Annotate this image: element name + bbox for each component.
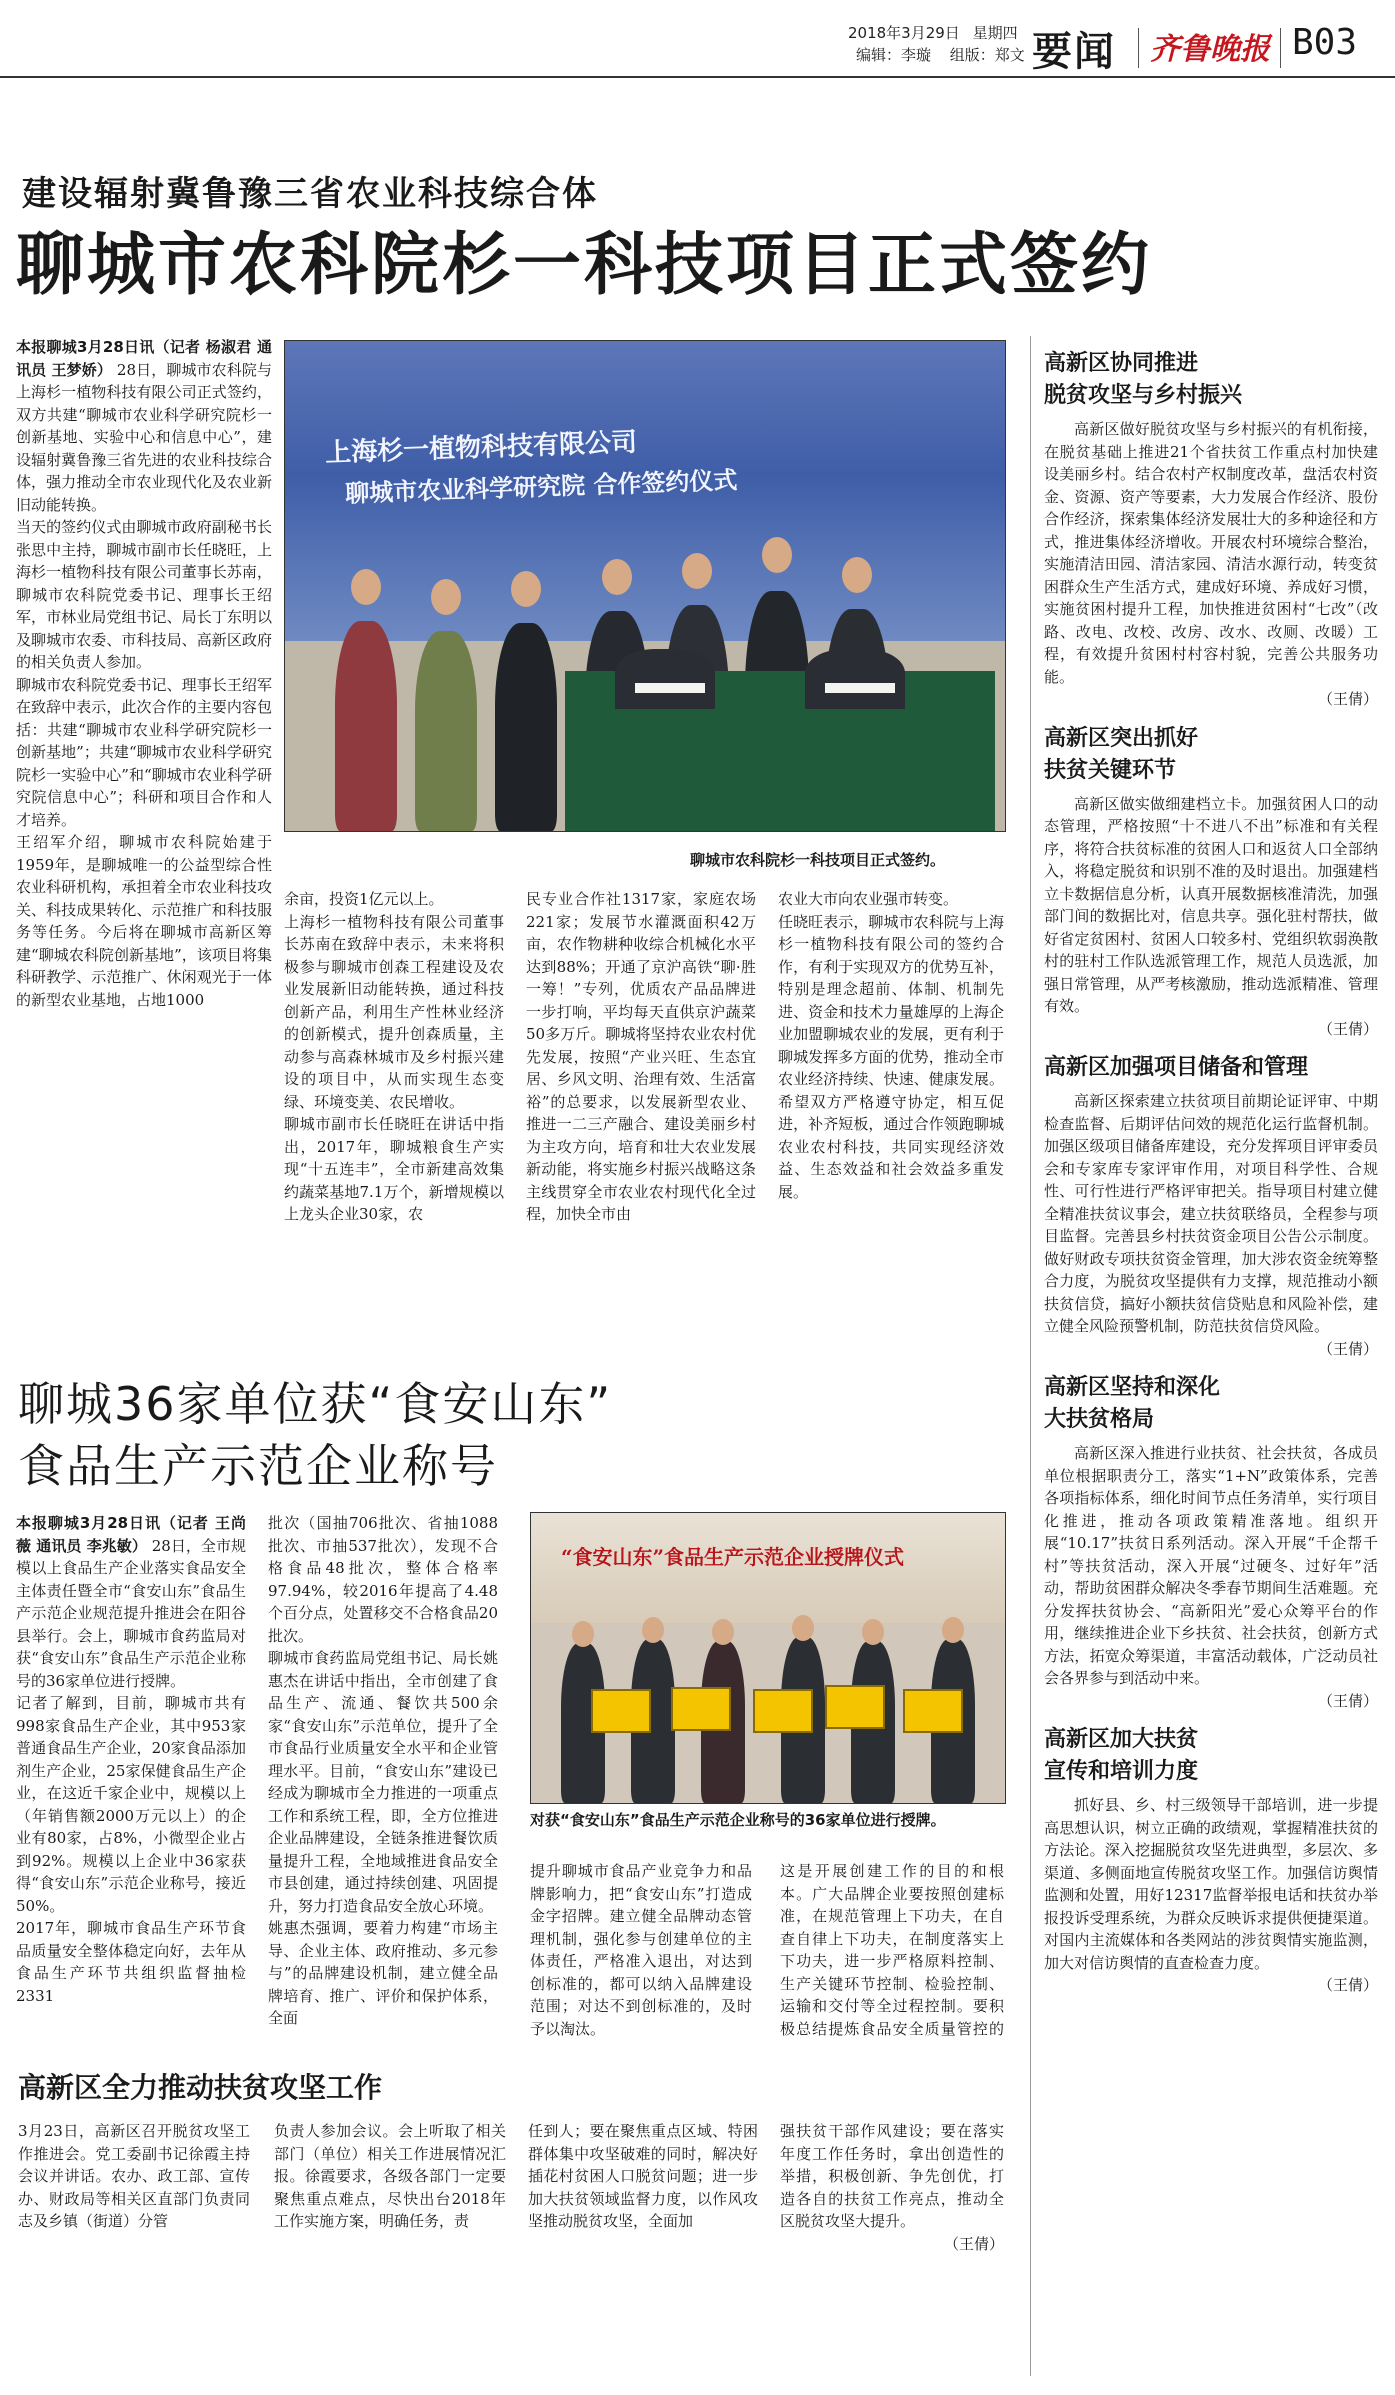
header-rule [0,76,1395,78]
sidebar-item-3-credit: （王倩） [1317,1339,1378,1358]
sidebar-item-1 [1044,348,1378,711]
paper-logo: 齐鲁晚报 [1150,32,1270,67]
sidebar-item-2-title-line1: 高新区突出抓好 [1044,725,1199,751]
article2-col3-text: 提升聊城市食品产业竞争力和品牌影响力，把“食安山东”打造成金字招牌。建立健全品牌动态管理机制，强化参与创建单位的主体责任，严格准入退出，对达到创标准的，都可以纳入品牌建设范围；对达不到创标准的，及时予以淘汰。 [530,1862,752,2038]
article3-col4-text: 强扶贫干部作风建设；要在落实年度工作任务时，拿出创造性的举措，积极创新、争先创优，打造各自的扶贫工作亮点，推动全区脱贫攻坚大提升。 [780,2122,1004,2230]
issue-date-line [848,22,1018,44]
article2-caption: 对获“食安山东”食品生产示范企业称号的36家单位进行授牌。 [530,1811,946,1829]
person-head [762,537,792,573]
article1-column-1 [16,336,272,1348]
article3-column-4 [780,2120,1004,2370]
photo-banner-line1: 上海杉一植物科技有限公司 [324,427,638,469]
sidebar-item-5-credit: （王倩） [1317,1976,1378,1994]
sidebar-item-3 [1044,1052,1378,1360]
person-figure [495,623,557,831]
sidebar-item-4-title-line2: 大扶贫格局 [1044,1407,1155,1432]
award-plaque [671,1687,731,1731]
sidebar-item-5-title-line2: 宣传和培训力度 [1044,1759,1199,1784]
sidebar-item-4 [1044,1372,1378,1712]
person-head [642,1617,664,1643]
sidebar-item-3-title-line1: 高新区加强项目储备和管理 [1044,1055,1309,1080]
person-head [842,557,872,593]
article2-column-1 [16,1512,246,2042]
article1-col3-text: 民专业合作社1317家，家庭农场221家；发展节水灌溉面积42万亩，农作物耕种收综合机械化水平达到88%；开通了京沪高铁“聊·胜一筹！”专列，优质农产品品牌进一步打响，平均每天直供京沪蔬菜50多万斤。聊城将坚持农业农村优先发展，按照“产业兴旺、生态宜居、乡风文明、治理有效、生活富裕”的总要求，以发展新型农业、推进一二三产融合、建设美丽乡村为主攻方向，培育和壮大农业发展新动能，将实施乡村振兴战略这条主线贯穿全市农业农村现代化全过程，加快全市由 [526,890,756,1223]
article1-column-2 [284,888,504,1348]
sidebar-item-1-title-line2: 脱贫攻坚与乡村振兴 [1044,383,1243,408]
article2-column-2 [268,1512,498,2042]
photo-banner-line2: 聊城市农业科学研究院 合作签约仪式 [344,465,738,508]
header-divider-2 [1280,28,1281,68]
award-plaque [591,1689,651,1733]
document [825,683,895,693]
award-plaque [825,1685,885,1729]
person-head [431,579,461,615]
article3-credit: （王倩） [943,2234,1004,2253]
person-head [942,1617,964,1643]
article1-column-3 [526,888,756,1348]
sidebar-item-1-credit: （王倩） [1317,690,1378,708]
issue-weekday: 星期四 [972,24,1018,42]
sidebar-item-5-body: 抓好县、乡、村三级领导干部培训，进一步提高思想认识，树立正确的政绩观，掌握精准扶贫的方法论。深入挖掘脱贫攻坚先进典型，多层次、多渠道、多侧面地宣传脱贫攻坚工作。加强信访舆情监测和处置，用好12317监督举报电话和扶贫办举报投诉受理系统，为群众反映诉求提供便捷渠道。对国内主流媒体和各类网站的涉贫舆情实施监测，加大对信访舆情的直查检查力度。 [1044,1796,1378,1972]
signer-right [805,649,905,709]
award-plaque [903,1689,963,1733]
person-head [862,1619,884,1645]
person-figure [335,621,397,831]
article3-column-2 [274,2120,506,2370]
section-name: 要闻 [1032,29,1116,75]
article2-dateline: 本报聊城3月28日讯（记者 王尚薇 通讯员 李兆敏） [16,1514,246,1555]
article3-column-1 [18,2120,250,2370]
article3-col1-text: 3月23日，高新区召开脱贫攻坚工作推进会。党工委副书记徐霞主持会议并讲话。农办、政工部、宣传办、财政局等相关区直部门负责同志及乡镇（街道）分管 [18,2122,250,2230]
article3-column-3 [528,2120,758,2370]
article3-col2-text: 负责人参加会议。会上听取了相关部门（单位）相关工作进展情况汇报。徐霞要求，各级各部门一定要聚焦重点难点，尽快出台2018年工作实施方案，明确任务，责 [274,2122,506,2230]
sidebar-item-5-title-line1: 高新区加大扶贫 [1044,1727,1199,1752]
article1-dateline: 本报聊城3月28日讯（记者 杨淑君 通讯员 王梦娇） [16,338,272,379]
sidebar-item-2-body: 高新区做实做细建档立卡。加强贫困人口的动态管理，严格按照“十不进八不出”标准和有关程序，将符合扶贫标准的贫困人口和返贫人口全部纳入，将稳定脱贫和识别不准的及时退出。加强建档立卡数据信息分析，认真开展数据核准清洗，加强部门间的数据比对，信息共享。强化驻村帮扶，做好省定贫困村、贫困人口较多村、党组织软弱涣散村的驻村工作队选派管理工作，规范人员选派，加强日常管理，从严考核激励，推动选派精准、管理有效。 [1044,794,1378,1015]
person-head [682,553,712,589]
article1-photo [284,340,1006,832]
article1-col1-text: 28日，聊城市农科院与上海杉一植物科技有限公司正式签约，双方共建“聊城市农业科学研究院杉一创新基地、实验中心和信息中心”，建设辐射冀鲁豫三省先进的农业科技综合体，强力推动全市农业现代化及农业新旧动能转换。 当天的签约仪式由聊城市政府副秘书长张思中主持，聊城市副市长任晓旺，上海杉一植物科技有限公司董事长苏南，聊城市农科院党委书记、理事长王绍军，市林业局党组书记、局长丁东明以及聊城市农委、市科技局、高新区政府的相关负责人参加。 聊城市农科院党委书记、理事长王绍军在致辞中表示，此次合作的主要内容包括：共建“聊城市农业科学研究院杉一创新基地”；共建“聊城市农业科学研究院杉一实验中心”和“聊城市农业科学研究院信息中心”；科研和项目合作和人才培养。 王绍军介绍，聊城市农科院始建于1959年，是聊城唯一的公益型综合性农业科研机构，承担着全市农业科技攻关、科技成果转化、示范推广和科技服务等任务。今后将在聊城市高新区筹建“聊城农科院创新基地”，该项目将集科研教学、示范推广、休闲观光于一体的新型农业基地，占地1000 [16,360,272,1009]
sidebar-item-2-title-line2: 扶贫关键环节 [1044,757,1177,783]
article1-column-4 [778,888,1004,1348]
sidebar-item-5 [1044,1724,1378,1997]
article2-headline-line2: 食品生产示范企业称号 [18,1439,498,1493]
sidebar-item-3-body: 高新区探索建立扶贫项目前期论证评审、中期检查监督、后期评估问效的规范化运行监督机制。加强区级项目储备库建设，充分发挥项目评审委员会和专家库专家评审作用，对项目科学性、合规性、可行性进行严格评审把关。指导项目村建立健全精准扶贫议事会，建立扶贫联络员，全程参与项目监督。完善县乡村扶贫资金项目公告公示制度。做好财政专项扶贫资金管理，加大涉农资金统筹整合力度，为脱贫攻坚提供有力支撑，规范推动小额扶贫信贷，搞好小额扶贫信贷贴息和风险补偿，建立健全风险预警机制，防范扶贫信贷风险。 [1044,1092,1378,1335]
sidebar-item-2-credit: （王倩） [1317,1019,1378,1038]
person-figure [415,631,477,831]
person-head [511,571,541,607]
document [635,683,705,693]
sidebar-item-1-body: 高新区做好脱贫攻坚与乡村振兴的有机衔接，在脱贫基础上推进21个省扶贫工作重点村加快建设美丽乡村。结合农村产权制度改革，盘活农村资金、资源、资产等要素，大力发展合作经济、股份合作经济，探索集体经济发展壮大的多种途径和方式，推进集体经济增收。开展农村环境综合整治，实施清洁田园、清洁家园、清洁水源行动，转变贫困群众生产生活方式，建成好环境、养成好习惯，实施贫困村提升工程，加快推进贫困村“七改”（改路、改电、改校、改房、改水、改厕、改暖）工程，有效提升贫困村村容村貌，完善公共服务功能。 [1044,420,1378,686]
header-divider [1138,28,1139,68]
article2-column-3 [530,1860,752,2042]
article2-col1-text: 28日，全市规模以上食品生产企业落实食品安全主体责任暨全市“食安山东”食品生产示范企业规范提升推进会在阳谷县举行。会上，聊城市食药监局对获“食安山东”食品生产示范企业称号的36家单位进行授牌。 记者了解到，目前，聊城市共有998家食品生产企业，其中953家普通食品生产企业，20家食品添加剂生产企业，25家保健食品生产企业，在这近千家企业中，规模以上（年销售额2000万元以上）的企业有80家，占8%，小微型企业占到92%。规模以上企业中36家获得“食安山东”示范企业称号，接近50%。 2017年，聊城市食品生产环节食品质量安全整体稳定向好，去年从食品生产环节共组织监督抽检2331 [16,1536,246,2005]
signer-left [615,649,715,709]
issue-date: 2018年3月29日 [848,24,960,42]
sidebar [1044,348,1378,1997]
person-head [712,1619,734,1645]
article1-caption: 聊城市农科院杉一科技项目正式签约。 [690,851,946,869]
sidebar-item-1-title-line1: 高新区协同推进 [1044,351,1199,376]
article3-headline: 高新区全力推动扶贫攻坚工作 [18,2071,383,2104]
article1-kicker: 建设辐射冀鲁豫三省农业科技综合体 [22,174,598,214]
article2-col4-text: 这是开展创建工作的目的和根本。广大品牌企业要按照创建标准，在规范管理上下功夫，在自查自律上下功夫，在制度落实上下功夫，进一步严格原料控制、生产关键环节控制、检验控制、运输和交付等全过程控制。要积极总结提炼食品安全质量管控的 [780,1862,1004,2038]
article1-col2-text: 余亩，投资1亿元以上。 上海杉一植物科技有限公司董事长苏南在致辞中表示，未来将积极参与聊城市创森工程建设及农业发展新旧动能转换，通过科技创新产品，利用生产性林业经济的创新模式，提升创森质量，主动参与高森林城市及乡村振兴建设的项目中，从而实现生态变绿、环境变美、农民增收。 聊城市副市长任晓旺在讲话中指出，2017年，聊城粮食生产实现“十五连丰”，全市新建高效集约蔬菜基地7.1万个，新增规模以上龙头企业30家，农 [284,890,504,1223]
sidebar-item-4-title-line1: 高新区坚持和深化 [1044,1375,1221,1400]
article1-headline: 聊城市农科院杉一科技项目正式签约 [16,226,1153,305]
sidebar-item-2 [1044,723,1378,1041]
sidebar-item-4-body: 高新区深入推进行业扶贫、社会扶贫，各成员单位根据职责分工，落实“1+N”政策体系，完善各项指标体系，细化时间节点任务清单，实行项目化推进，推动各项政策精准落地。组织开展“10.17”扶贫日系列活动。深入开展“千企帮千村”等扶贫活动，深入开展“过硬冬、过好年”活动，帮助贫困群众解决冬季春节期间生活难题。充分发挥扶贫协会、“高新阳光”爱心众筹平台的作用，继续推进企业下乡扶贫、社会扶贫，创新方式方法，拓宽众筹渠道，丰富活动载体，广泛动员社会各界参与到活动中来。 [1044,1444,1378,1687]
sidebar-item-4-credit: （王倩） [1317,1691,1378,1710]
page-number: B03 [1292,22,1358,63]
editor: 编辑：李璇 [856,46,932,64]
person-head [572,1621,594,1647]
photo2-banner: “食安山东”食品生产示范企业授牌仪式 [561,1545,905,1569]
article2-col2-text: 批次（国抽706批次、省抽1088批次、市抽537批次），发现不合格食品48批次，整体合格率97.94%，较2016年提高了4.48个百分点，处置移交不合格食品20批次。 聊城市食药监局党组书记、局长姚惠杰在讲话中指出，全市创建了食品生产、流通、餐饮共500余家“食安山东”示范单位，提升了全市食品行业质量安全水平和企业管理水平。目前，“食安山东”建设已经成为聊城市全力推进的一项重点工作和系统工程，即，全方位推进企业品牌建设，全链条推进餐饮质量提升工程，全地域推进食品安全市县创建，通过持续创建、巩固提升，努力打造食品安全放心环境。 姚惠杰强调，要着力构建“市场主导、企业主体、政府推动、多元参与”的品牌建设机制，建立健全品牌培育、推广、评价和保护体系，全面 [268,1514,498,2027]
article1-col4-text: 农业大市向农业强市转变。 任晓旺表示，聊城市农科院与上海杉一植物科技有限公司的签约合作，有利于实现双方的优势互补，特别是理念超前、体制、机制先进、资金和技术力量雄厚的上海企业加盟聊城农业的发展，更有利于聊城发挥多方面的优势，推动全市农业经济持续、快速、健康发展。希望双方严格遵守协定，相互促进，补齐短板，通过合作领跑聊城农业农村科技，共同实现经济效益、生态效益和社会效益多重发展。 [778,890,1004,1201]
person-head [792,1615,814,1641]
sidebar-divider [1030,336,1031,2376]
article2-headline-line1: 聊城36家单位获“食安山东” [18,1377,613,1431]
person-head [351,569,381,605]
editor-line [856,44,1025,66]
award-plaque [753,1689,813,1733]
article2-column-4 [780,1860,1004,2042]
article2-photo [530,1512,1006,1804]
designer: 组版：郑文 [949,46,1025,64]
person-head [602,559,632,595]
article3-col3-text: 任到人；要在聚焦重点区域、特困群体集中攻坚破难的同时，解决好插花村贫困人口脱贫问题；进一步加大扶贫领域监督力度，以作风攻坚推动脱贫攻坚，全面加 [528,2122,758,2230]
